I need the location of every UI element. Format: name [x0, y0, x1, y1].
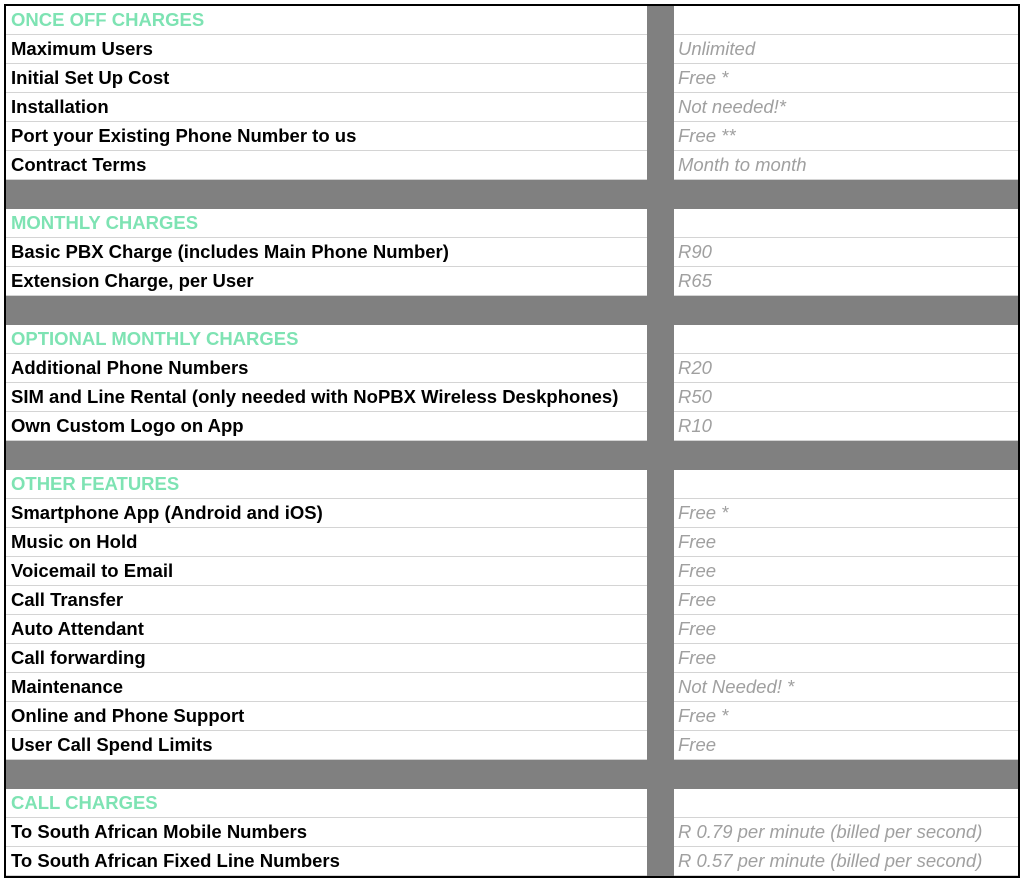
table-row: [6, 151, 1018, 180]
row-label: Maximum Users: [6, 35, 647, 64]
row-value: R10: [674, 412, 1018, 441]
row-label: Smartphone App (Android and iOS): [6, 499, 647, 528]
table-row: [6, 354, 1018, 383]
row-label: Port your Existing Phone Number to us: [6, 122, 647, 151]
row-value: Free: [674, 615, 1018, 644]
row-label: Initial Set Up Cost: [6, 64, 647, 93]
row-label: Music on Hold: [6, 528, 647, 557]
row-label: Call Transfer: [6, 586, 647, 615]
row-label: Additional Phone Numbers: [6, 354, 647, 383]
row-label: Contract Terms: [6, 151, 647, 180]
row-value: R90: [674, 238, 1018, 267]
row-value: Free *: [674, 702, 1018, 731]
table-row: [6, 35, 1018, 64]
row-value: R 0.57 per minute (billed per second): [674, 847, 1018, 876]
row-label: To South African Mobile Numbers: [6, 818, 647, 847]
section-separator: [6, 441, 1018, 470]
row-value: R50: [674, 383, 1018, 412]
table-row: [6, 644, 1018, 673]
section-header-row: [6, 209, 1018, 238]
table-row: [6, 847, 1018, 876]
row-value: R20: [674, 354, 1018, 383]
row-label: Extension Charge, per User: [6, 267, 647, 296]
table-row: [6, 267, 1018, 296]
row-value: Free: [674, 528, 1018, 557]
table-row: [6, 122, 1018, 151]
table-row: [6, 731, 1018, 760]
section-title: MONTHLY CHARGES: [6, 209, 647, 238]
row-value: Free: [674, 586, 1018, 615]
table-row: [6, 412, 1018, 441]
row-label: Auto Attendant: [6, 615, 647, 644]
row-value: Free **: [674, 122, 1018, 151]
row-label: Maintenance: [6, 673, 647, 702]
table-row: [6, 615, 1018, 644]
row-value: Free: [674, 644, 1018, 673]
row-label: Installation: [6, 93, 647, 122]
table-row: [6, 673, 1018, 702]
section-header-row: [6, 6, 1018, 35]
row-value: Free *: [674, 499, 1018, 528]
pricing-table: [6, 6, 1018, 876]
section-header-row: [6, 470, 1018, 499]
table-row: [6, 528, 1018, 557]
section-separator: [6, 760, 1018, 789]
row-label: Voicemail to Email: [6, 557, 647, 586]
section-separator: [6, 296, 1018, 325]
section-separator: [6, 180, 1018, 209]
row-value: Free: [674, 731, 1018, 760]
row-value: Not Needed! *: [674, 673, 1018, 702]
row-label: Call forwarding: [6, 644, 647, 673]
row-value: Unlimited: [674, 35, 1018, 64]
row-value: R65: [674, 267, 1018, 296]
section-title: OTHER FEATURES: [6, 470, 647, 499]
row-label: Own Custom Logo on App: [6, 412, 647, 441]
pricing-sheet: [4, 4, 1020, 878]
table-row: [6, 499, 1018, 528]
section-header-row: [6, 789, 1018, 818]
table-row: [6, 702, 1018, 731]
row-label: SIM and Line Rental (only needed with NoPBX Wireless Deskphones): [6, 383, 647, 412]
section-title: CALL CHARGES: [6, 789, 647, 818]
table-row: [6, 93, 1018, 122]
section-header-row: [6, 325, 1018, 354]
row-value: Free *: [674, 64, 1018, 93]
row-value: R 0.79 per minute (billed per second): [674, 818, 1018, 847]
table-row: [6, 383, 1018, 412]
row-label: Online and Phone Support: [6, 702, 647, 731]
row-label: Basic PBX Charge (includes Main Phone Number): [6, 238, 647, 267]
row-label: User Call Spend Limits: [6, 731, 647, 760]
table-row: [6, 64, 1018, 93]
section-title: ONCE OFF CHARGES: [6, 6, 647, 35]
table-row: [6, 586, 1018, 615]
row-value: Not needed!*: [674, 93, 1018, 122]
row-value: Free: [674, 557, 1018, 586]
section-title: OPTIONAL MONTHLY CHARGES: [6, 325, 647, 354]
table-row: [6, 238, 1018, 267]
row-value: Month to month: [674, 151, 1018, 180]
table-row: [6, 557, 1018, 586]
row-label: To South African Fixed Line Numbers: [6, 847, 647, 876]
table-row: [6, 818, 1018, 847]
